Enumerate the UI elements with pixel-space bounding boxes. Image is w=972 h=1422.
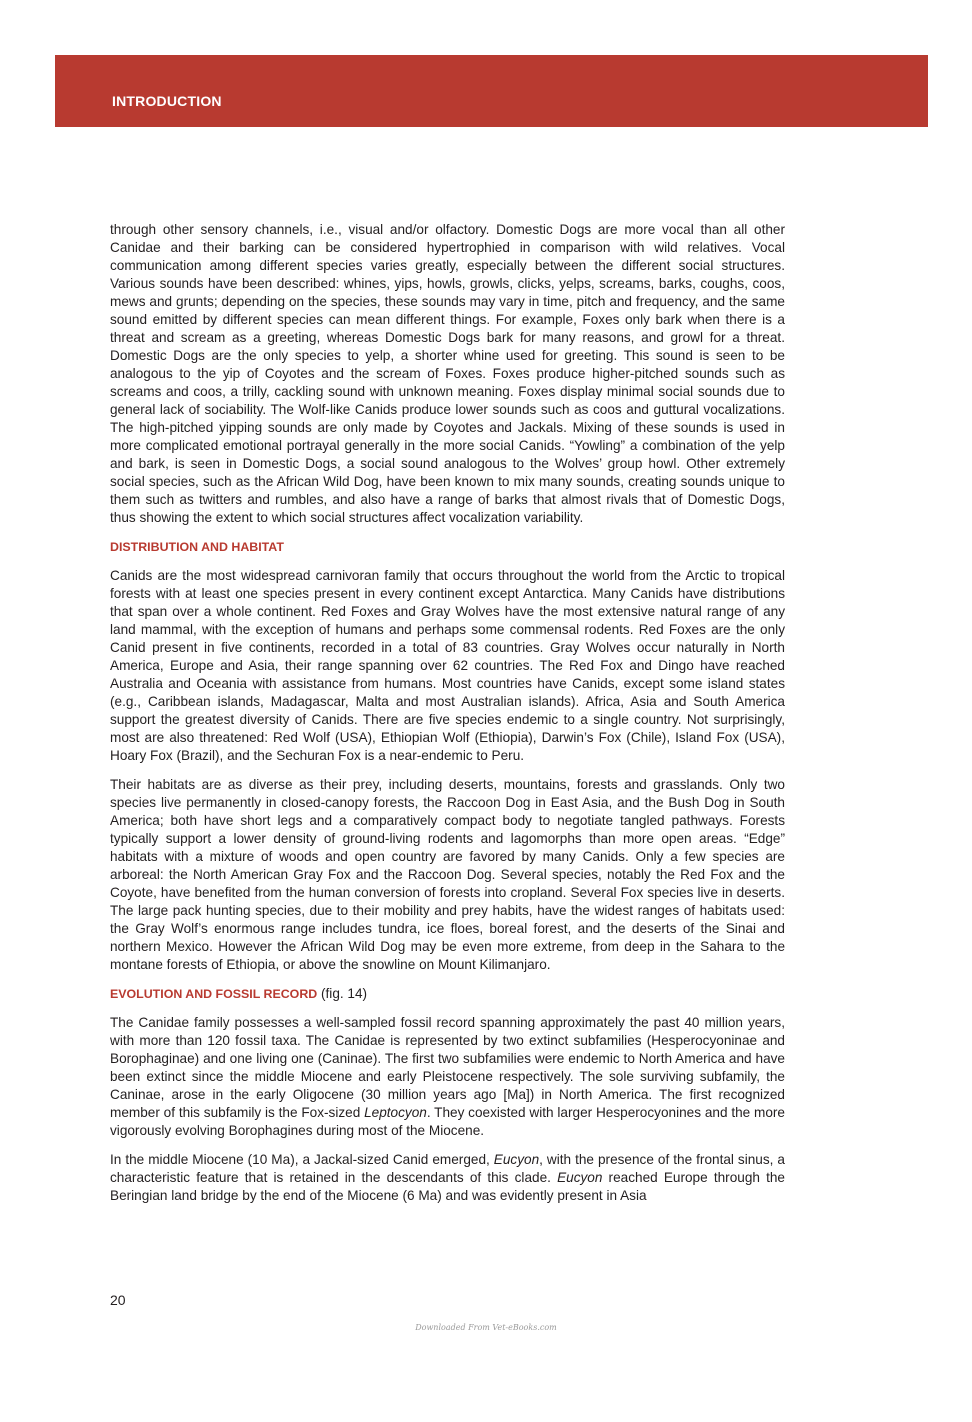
taxon-eucyon-second: Eucyon — [557, 1170, 603, 1185]
taxon-leptocyon: Leptocyon — [364, 1105, 427, 1120]
paragraph-vocalization: through other sensory channels, i.e., visual and/or olfactory. Domestic Dogs are more vocal than all other Canidae and their barking can be considered hypertrophied in comparison with wild relatives. Vocal communication among different species varies greatly, especially between the different social structures. Various sounds have been described: whines, yips, howls, growls, clicks, yelps, screams, barks, coughs, coos, mews and grunts; depending on the species, these sounds may vary in time, pitch and frequency, and the same sound emitted by different species can mean different things. For example, Foxes only bark when there is a threat and scream as a greeting, whereas Domestic Dogs bark for many reasons, and growl for a threat. Domestic Dogs are the only species to yelp, a shorter whine used for greeting. This sound is seen to be analogous to the yip of Coyotes and the scream of Foxes. Foxes produce higher-pitched sounds such as screams and coos, a trilly, cackling sound with unknown meaning. Foxes display minimal social sounds due to general lack of sociability. The Wolf-like Canids produce lower sounds such as coos and guttural vocalizations. The high-pitched yipping sounds are only made by Coyotes and Jackals. Mixing of these sounds is used in more complicated emotional portrayal generally in the more social Canids. “Yowling” a combination of the yelp and bark, is seen in Domestic Dogs, a social sound analogous to the Wolves’ group howl. Other extremely social species, such as the African Wild Dog, have been known to mix many sounds, creating sounds unique to them such as twitters and rumbles, and also have a range of barks that almost rivals that of Domestic Dogs, thus showing the extent to which social structures affect vocalization variability. — [110, 222, 785, 525]
header-band — [55, 55, 928, 127]
section-title: INTRODUCTION — [112, 93, 222, 109]
paragraph-eucyon-text-b: , with the presence of the frontal sinus, a characteristic feature that is retained in the descendants of this clade. — [110, 1152, 785, 1185]
watermark: Downloaded From Vet-eBooks.com — [415, 1323, 557, 1332]
paragraph-distribution: Canids are the most widespread carnivoran family that occurs throughout the world from the Arctic to tropical forests with at least one species present in every continent except Antarctica. Many Canids have distributions that span over a whole continent. Red Foxes and Gray Wolves have the most extensive natural range of any land mammal, with the exception of humans and perhaps some commensal rodents. Red Foxes are the only Canid present in five continents, recorded in a total of 83 countries. Gray Wolves occur naturally in North America, Europe and Asia, their range spanning over 62 countries. The Red Fox and Dingo have reached Australia and Oceania with assistance from humans. Most countries have Canids, except some island states (e.g., Caribbean islands, Madagascar, Malta and most Australian islands). Africa, Asia and South America support the greatest diversity of Canids. There are five species endemic to a single country. Not surprisingly, most are also threatened: Red Wolf (USA), Ethiopian Wolf (Ethiopia), Darwin’s Fox (Chile), Island Fox (USA), Hoary Fox (Brazil), and the Sechuran Fox is a near-endemic to Peru. — [110, 568, 785, 763]
heading-evolution-text: EVOLUTION AND FOSSIL RECORD — [110, 987, 318, 1001]
page-number: 20 — [110, 1292, 126, 1308]
heading-evolution-fossil-record — [110, 985, 785, 1003]
paragraph-fossil-record-text-a: The Canidae family possesses a well-sampled fossil record spanning approximately the past 40 million years, with more than 120 fossil taxa. The Canidae is represented by two extinct subfamilies (Hesperocyoninae and Borophaginae) and one living one (Caninae). The first two subfamilies were endemic to North America and have been extinct since the middle Miocene and early Pleistocene respectively. The sole surviving subfamily, the Caninae, arose in the early Oligocene (30 million years ago [Ma]) in North America. The first recognized member of this subfamily is the Fox-sized — [110, 1015, 785, 1120]
paragraph-eucyon — [110, 1151, 785, 1205]
taxon-eucyon: Eucyon — [493, 1152, 540, 1167]
paragraph-fossil-record — [110, 1014, 785, 1140]
paragraph-eucyon-text-a: In the middle Miocene (10 Ma), a Jackal-sized Canid emerged, — [110, 1152, 494, 1167]
main-content — [110, 221, 785, 1216]
paragraph-habitats: Their habitats are as diverse as their prey, including deserts, mountains, forests and grasslands. Only two species live permanently in closed-canopy forests, the Raccoon Dog in East Asia, and the Bush Dog in South America; both have short legs and a comparatively compact body to negotiate tangled pathways. Forests typically support a lower density of ground-living rodents and lagomorphs than more open areas. “Edge” habitats with a mixture of woods and open country are favored by many Canids. Only a few species are arboreal: the North American Gray Fox and the Raccoon Dog. Several species, notably the Red Fox and the Coyote, have benefited from the human conversion of forests into cropland. Several Fox species live in deserts. The large pack hunting species, due to their mobility and prey habits, have the widest ranges of habitats used: the Gray Wolf’s enormous range includes tundra, ice floes, boreal forest, and the deserts of the Sinai and northern Mexico. However the African Wild Dog may be even more extreme, from deep in the Sahara to the montane forests of Ethiopia, or above the snowline on Mount Kilimanjaro. — [110, 777, 785, 972]
heading-distribution-habitat: DISTRIBUTION AND HABITAT — [110, 540, 284, 554]
paragraph-eucyon-text-c: reached Europe through the Beringian land bridge by the end of the Miocene (6 Ma) and was evidently present in Asia — [110, 1170, 785, 1203]
figure-reference: (fig. 14) — [317, 986, 368, 1001]
paragraph-fossil-record-text-b: . They coexisted with larger Hesperocyonines and the more vigorously evolving Borophagines during most of the Miocene. — [110, 1105, 785, 1138]
